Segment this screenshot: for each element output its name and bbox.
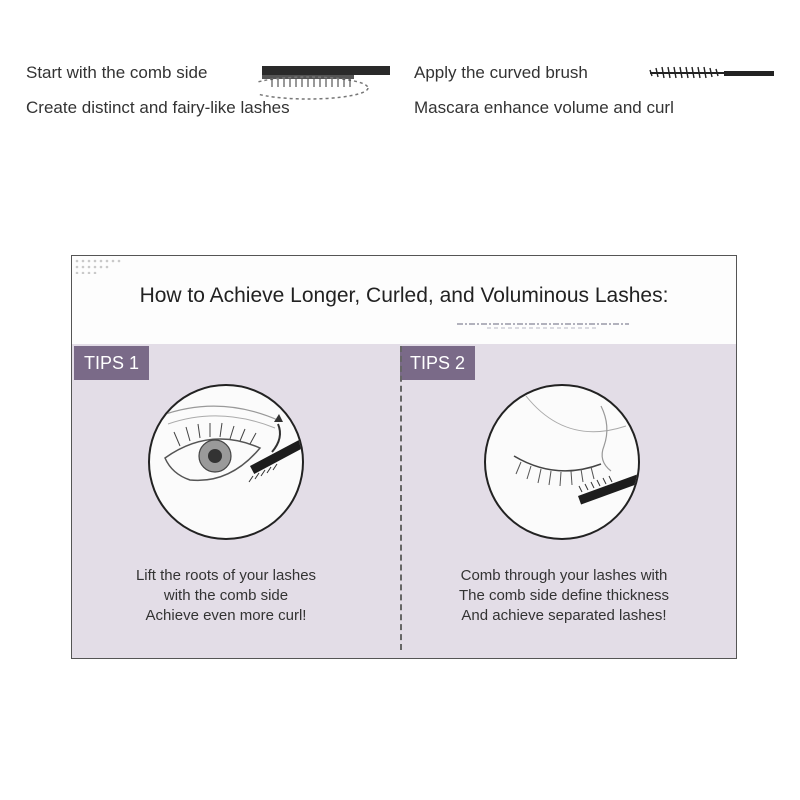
dot-pattern-decoration [74, 258, 134, 274]
step-comb-caption: Create distinct and fairy-like lashes [26, 98, 290, 117]
top-strip [0, 0, 800, 130]
tip2-caption [414, 566, 714, 626]
step-comb-heading: Start with the comb side [26, 63, 208, 82]
step-brush-heading: Apply the curved brush [414, 63, 588, 82]
tip2-caption-line: And achieve separated lashes! [461, 607, 667, 624]
tip2-eye-illustration [484, 384, 640, 540]
tip2-label: TIPS 2 [400, 346, 475, 380]
tip1-label: TIPS 1 [74, 346, 149, 380]
tip1-eye-illustration [148, 384, 304, 540]
tip1-caption-line: Achieve even more curl! [145, 607, 307, 624]
tip1-caption-line: Lift the roots of your lashes [135, 567, 317, 584]
tips-panel [71, 255, 737, 659]
tip2-caption-line: The comb side define thickness [458, 587, 670, 604]
tip1-caption [76, 566, 376, 626]
panel-header [72, 256, 736, 344]
tip2-caption-line: Comb through your lashes with [460, 567, 668, 584]
panel-title: How to Achieve Longer, Curled, and Voluminous Lashes: [139, 284, 669, 307]
comb-wand-image [258, 62, 393, 102]
decorative-rule [457, 322, 632, 330]
tip1-caption-line: with the comb side [163, 587, 289, 604]
curved-brush-wand-image [646, 64, 776, 84]
step-brush-caption: Mascara enhance volume and curl [414, 98, 674, 117]
tips-divider [400, 346, 402, 650]
